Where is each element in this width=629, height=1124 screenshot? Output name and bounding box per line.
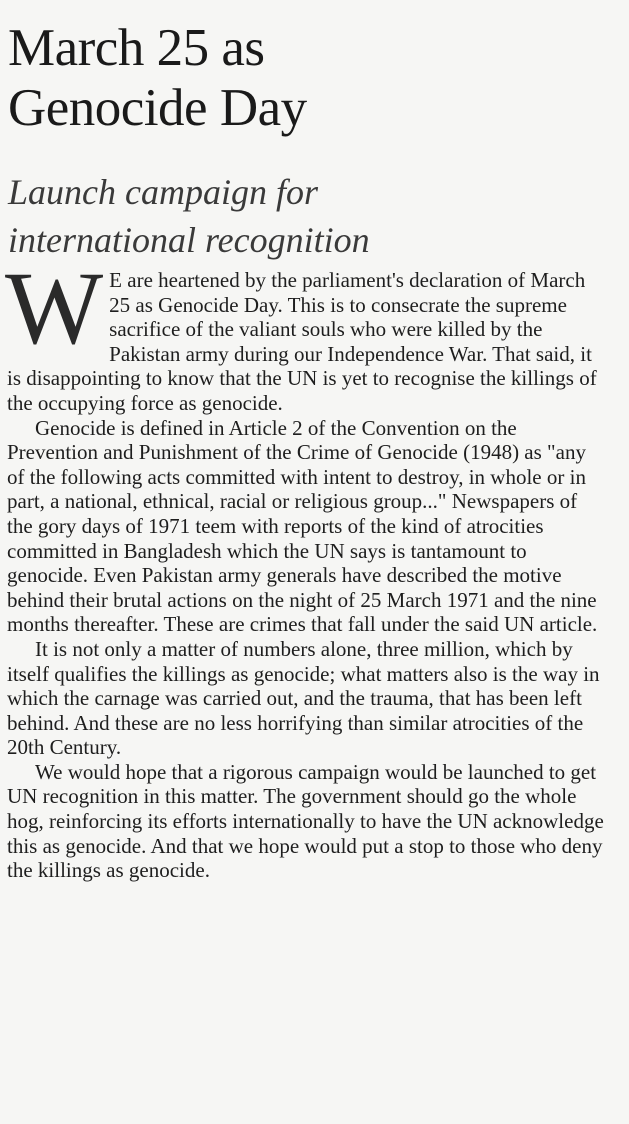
headline-line-1: March 25 as — [8, 19, 265, 77]
paragraph-1 — [5, 251, 607, 416]
article-body — [5, 251, 607, 883]
subheadline-line-1: Launch campaign for — [8, 172, 318, 212]
paragraph-1-text: are heartened by the parliament's declaration of March 25 as Genocide Day. This is to consecrate the supreme sacrifice of the valiant souls who were killed by the Pakistan army during our Independence War. That said, it is disappointing to know that the UN is yet to recognise the killings of the occupying force as genocide. — [7, 268, 597, 415]
headline-line-2: Genocide Day — [8, 79, 307, 137]
drop-cap: W — [5, 251, 104, 366]
paragraph-3: It is not only a matter of numbers alone, three million, which by itself qualifies the killings as genocide; what matters also is the way in which the carnage was carried out, and the trauma, that has been left behind. And these are no less horrifying than similar atrocities of the 20th Century. — [7, 636, 600, 760]
headline — [8, 18, 307, 138]
paragraph-4: We would hope that a rigorous campaign would be launched to get UN recognition in this matter. The government should go the whole hog, reinforcing its efforts internationally to have the UN acknowledge this as genocide. And that we hope would put a stop to those who deny the killings as genocide. — [7, 759, 604, 883]
paragraph-2: Genocide is defined in Article 2 of the Convention on the Prevention and Punishment of the Crime of Genocide (1948) as "any of the following acts committed with intent to destroy, in whole or in part, a national, ethnical, racial or religious group..." Newspapers of the gory days of 1971 teem with reports of the kind of atrocities committed in Bangladesh which the UN says is tantamount to genocide. Even Pakistan army generals have described the motive behind their brutal actions on the night of 25 March 1971 and the nine months thereafter. These are crimes that fall under the said UN article. — [7, 415, 598, 637]
subheadline — [8, 168, 370, 264]
paragraph-1-lead: E — [109, 268, 122, 292]
subheadline-line-2: international recognition — [8, 220, 370, 260]
